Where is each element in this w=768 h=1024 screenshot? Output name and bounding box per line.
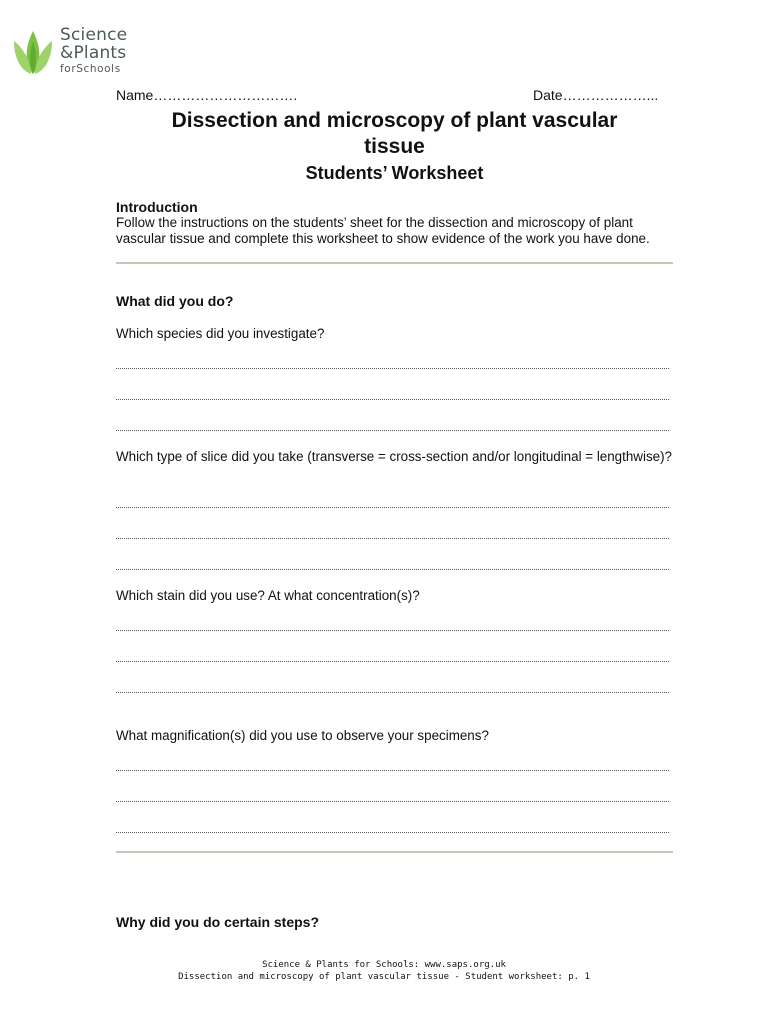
question-slice-type: Which type of slice did you take (transverse = cross-section and/or longitudinal = lengthwise)? bbox=[116, 449, 672, 464]
section-divider bbox=[116, 851, 673, 853]
logo-line-2: &Plants bbox=[60, 43, 127, 63]
logo-line-1: Science bbox=[60, 25, 128, 45]
footer-line-1: Science & Plants for Schools: www.saps.org.uk bbox=[262, 960, 506, 970]
footer-line-2: Dissection and microscopy of plant vascular tissue - Student worksheet: p. 1 bbox=[178, 972, 590, 982]
saps-logo bbox=[12, 27, 152, 77]
question-species: Which species did you investigate? bbox=[116, 326, 325, 341]
page-footer bbox=[0, 959, 768, 983]
date-field[interactable]: Date………………... bbox=[533, 87, 659, 103]
question-stain: Which stain did you use? At what concentration(s)? bbox=[116, 588, 420, 603]
leaf-logo-icon bbox=[12, 27, 54, 75]
title-line-1: Dissection and microscopy of plant vascular bbox=[171, 109, 618, 132]
logo-line-3: forSchools bbox=[60, 63, 121, 75]
answer-line[interactable] bbox=[116, 569, 669, 570]
answer-line[interactable] bbox=[116, 630, 669, 631]
answer-line[interactable] bbox=[116, 507, 669, 508]
answer-line[interactable] bbox=[116, 399, 669, 400]
question-magnification: What magnification(s) did you use to observe your specimens? bbox=[116, 728, 489, 743]
intro-text: Follow the instructions on the students’ sheet for the dissection and microscopy of plant vascular tissue and complete this worksheet to show evidence of the work you have done. bbox=[116, 215, 650, 246]
answer-line[interactable] bbox=[116, 692, 669, 693]
intro-heading: Introduction bbox=[116, 199, 198, 215]
page-subtitle: Students’ Worksheet bbox=[305, 163, 484, 183]
title-line-2: tissue bbox=[364, 135, 425, 158]
section-heading-what: What did you do? bbox=[116, 293, 234, 309]
section-heading-why: Why did you do certain steps? bbox=[116, 914, 320, 930]
section-divider bbox=[116, 262, 673, 264]
logo-text bbox=[60, 27, 127, 75]
answer-line[interactable] bbox=[116, 368, 669, 369]
answer-line[interactable] bbox=[116, 832, 669, 833]
answer-line[interactable] bbox=[116, 801, 669, 802]
name-field[interactable]: Name…………………………. bbox=[116, 87, 298, 103]
answer-line[interactable] bbox=[116, 430, 669, 431]
answer-line[interactable] bbox=[116, 538, 669, 539]
answer-line[interactable] bbox=[116, 661, 669, 662]
page-title bbox=[116, 108, 673, 160]
answer-line[interactable] bbox=[116, 770, 669, 771]
